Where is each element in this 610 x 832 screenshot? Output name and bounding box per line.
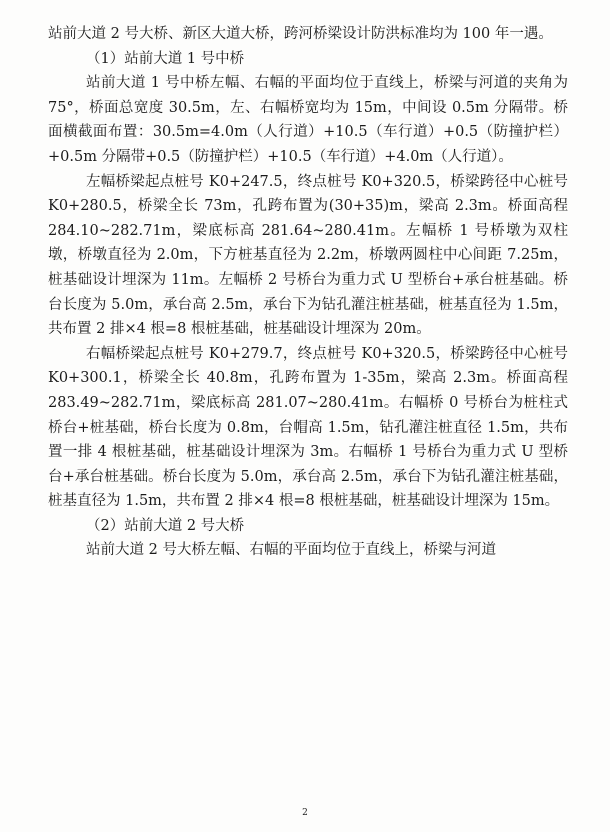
- paragraph-bridge1-right: 右幅桥梁起点桩号 K0+279.7，终点桩号 K0+320.5，桥梁跨径中心桩号 K0+300.1，桥梁全长 40.8m，孔跨布置为 1-35m，梁高 2.3m。桥面高程 283.49~282.71m，梁底标高 281.07~280.41m。右幅桥 0 号桥台为桩柱式桥台+桩基础，桥台长度为 0.8m，台帽高 1.5m，钻孔灌注桩直径 1.5m，共布置一排 4 根桩基础，桩基础设计埋深为 3m。右幅桥 1 号桥台为重力式 U 型桥台+承台桩基础。桥台长度为 5.0m，承台高 2.5m，承台下为钻孔灌注桩基础，桩基直径为 1.5m，共布置 2 排×4 根=8 根桩基础，桩基础设计埋深为 15m。: [48, 345, 568, 510]
- section-heading-2: （2）站前大道 2 号大桥: [86, 517, 245, 534]
- paragraph-intro-continuation: 站前大道 2 号大桥、新区大道大桥，跨河桥梁设计防洪标准均为 100 年一遇。: [48, 26, 553, 42]
- paragraph-bridge2-overview: 站前大道 2 号大桥左幅、右幅的平面均位于直线上，桥梁与河道: [86, 542, 496, 559]
- page-number: 2: [302, 808, 308, 818]
- document-body: [48, 22, 568, 563]
- section-heading-1: （1）站前大道 1 号中桥: [86, 50, 245, 67]
- paragraph-bridge1-left: 左幅桥梁起点桩号 K0+247.5，终点桩号 K0+320.5，桥梁跨径中心桩号 K0+280.5，桥梁全长 73m，孔跨布置为(30+35)m，梁高 2.3m。桥面高程 284.10~282.71m，梁底标高 281.64~280.41m。左幅桥 1 号桥墩为双柱墩，桥墩直径为 2.0m，下方桩基直径为 2.2m，桥墩两圆柱中心间距 7.25m，桩基础设计埋深为 11m。左幅桥 2 号桥台为重力式 U 型桥台+承台桩基础。桥台长度为 5.0m，承台高 2.5m，承台下为钻孔灌注桩基础，桩基直径为 1.5m，共布置 2 排×4 根=8 根桩基础，桩基础设计埋深为 20m。: [48, 173, 568, 338]
- paragraph-bridge1-overview: 站前大道 1 号中桥左幅、右幅的平面均位于直线上，桥梁与河道的夹角为 75°，桥面总宽度 30.5m，左、右幅桥宽均为 15m，中间设 0.5m 分隔带。桥面横截面布置：30.5m=4.0m（人行道）+10.5（车行道）+0.5（防撞护栏）+0.5m 分隔带+0.5（防撞护栏）+10.5（车行道）+4.0m（人行道）。: [48, 75, 568, 165]
